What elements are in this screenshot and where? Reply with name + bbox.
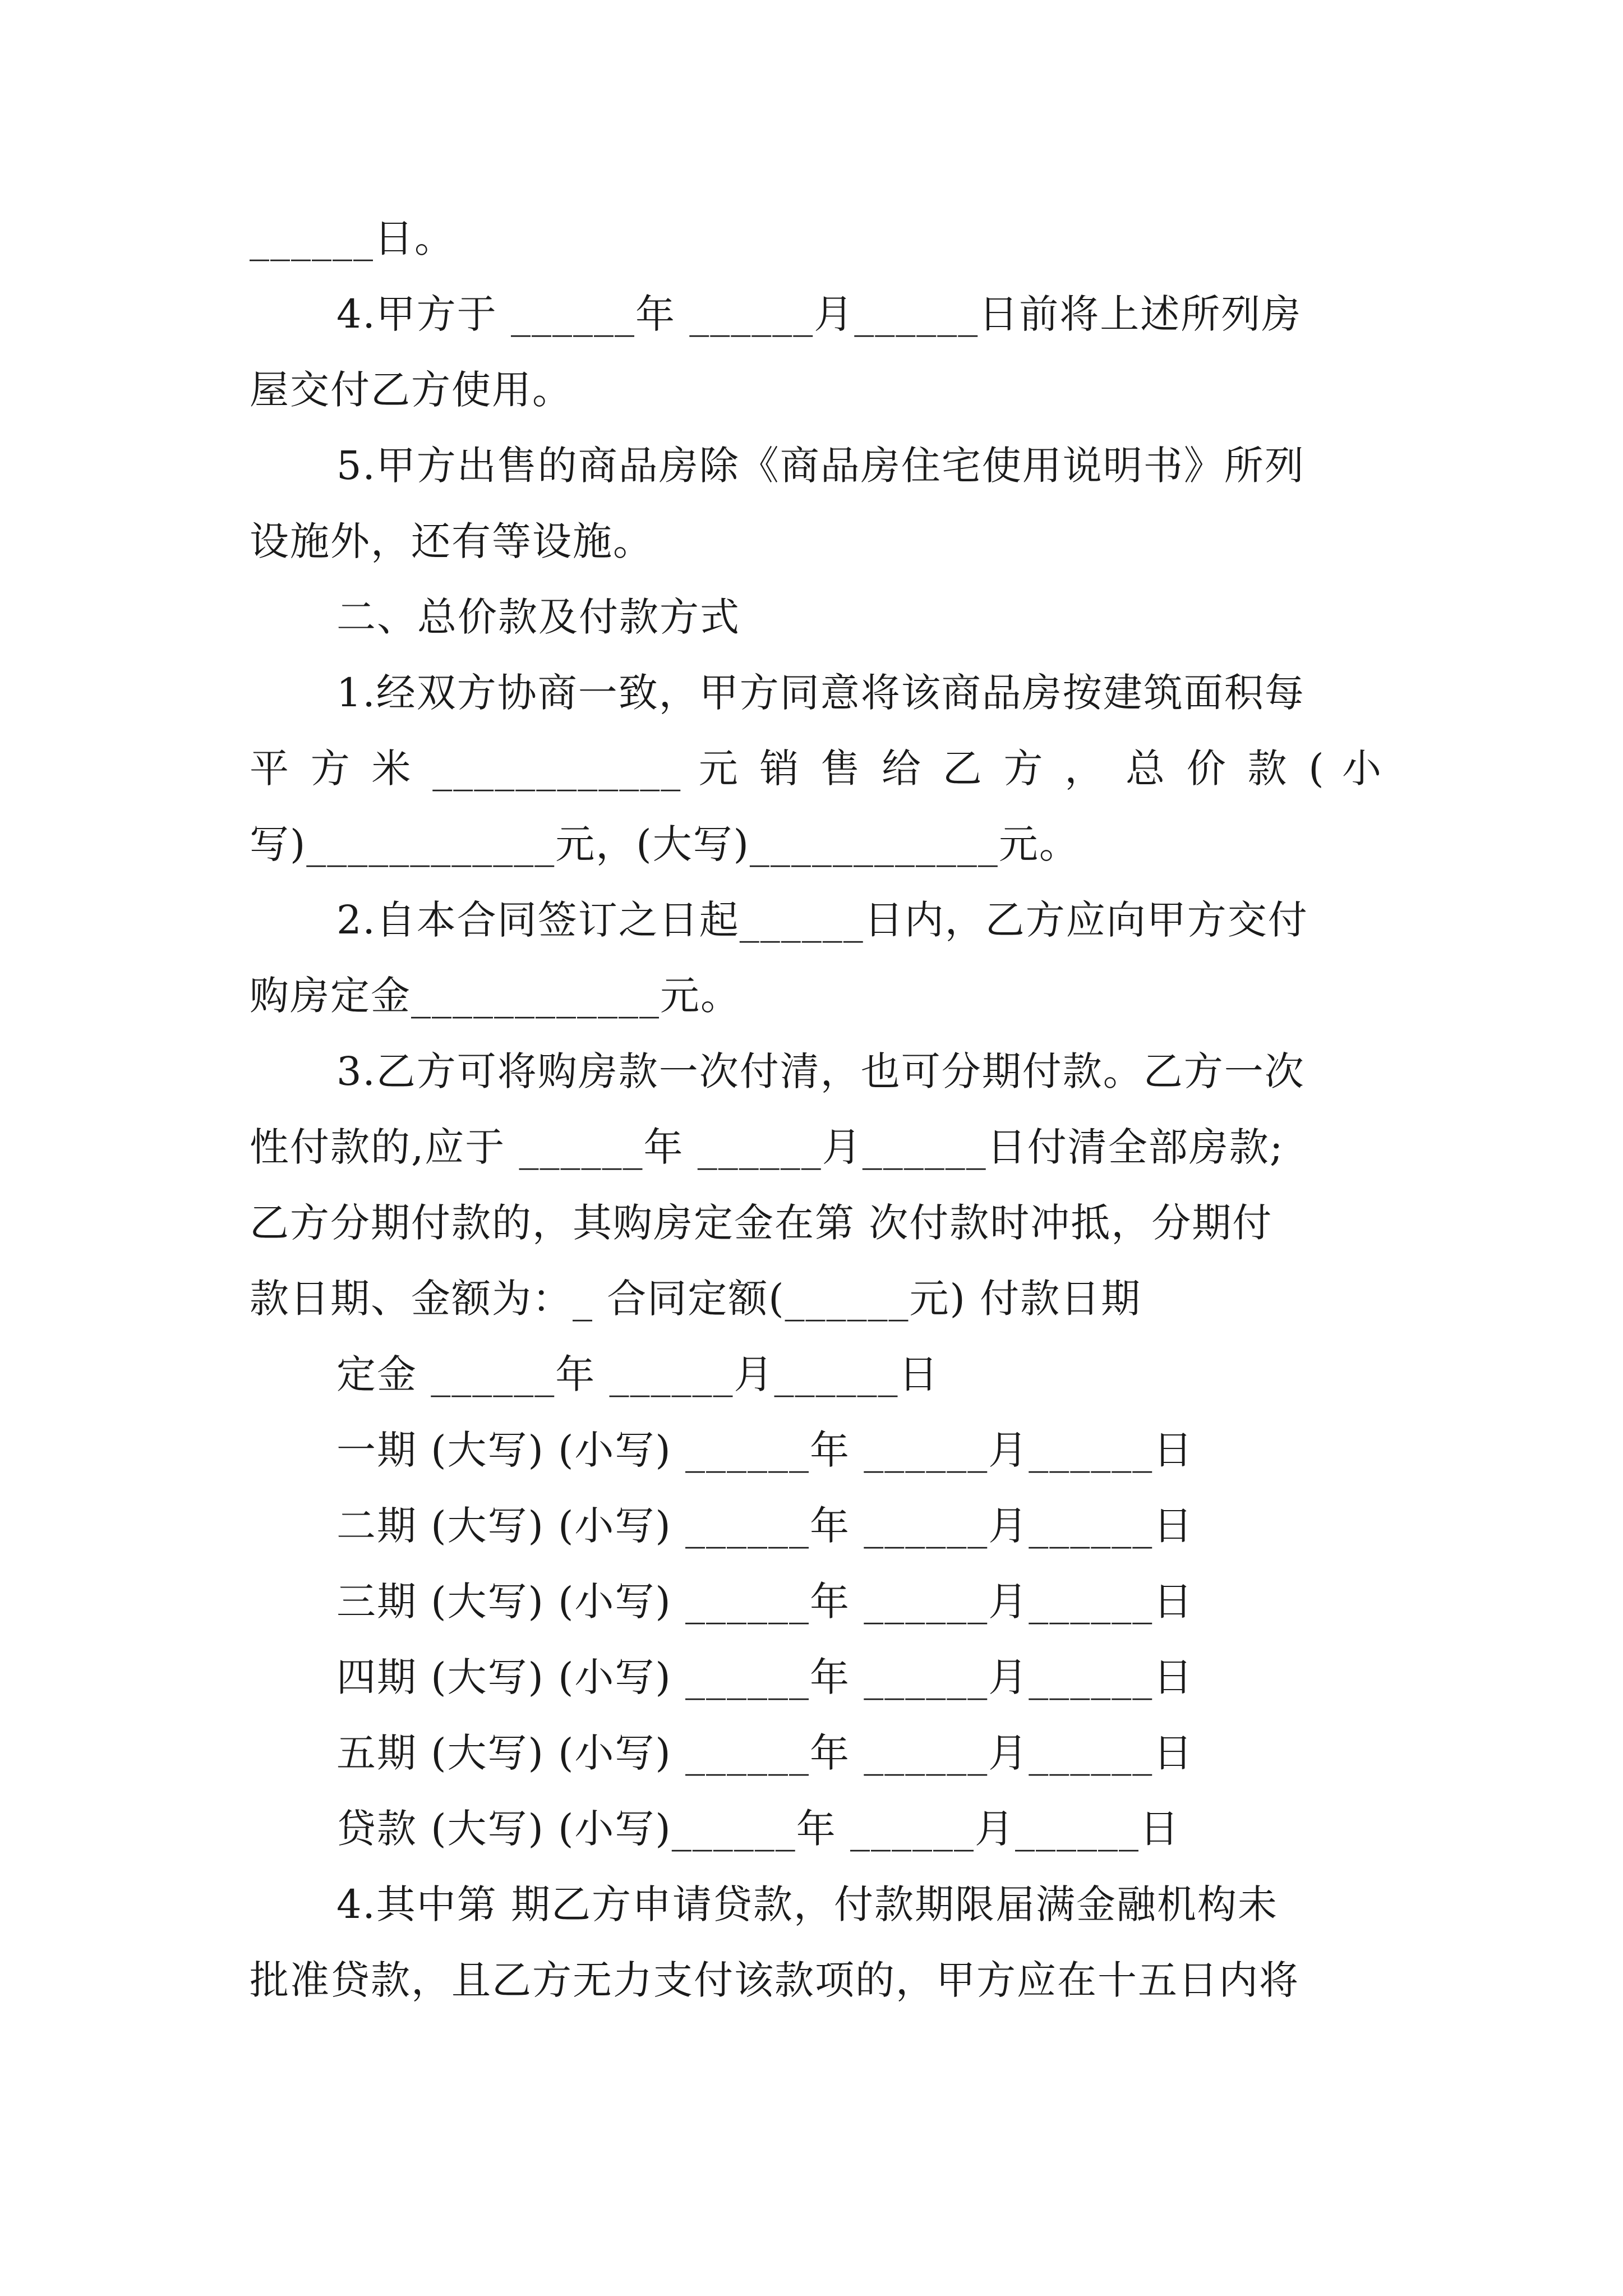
schedule-row-1: 一期 (大写) (小写) ______年 ______月______日 <box>336 1427 1194 1473</box>
schedule-row-3: 三期 (大写) (小写) ______年 ______月______日 <box>336 1579 1194 1625</box>
text-line-15: 款日期、金额为：_ 合同定额(______元) 付款日期 <box>250 1276 1142 1322</box>
text-line-8: 平 方 米 ____________ 元 销 售 给 乙 方 ， 总 价 款 ( 小 <box>250 746 1382 792</box>
schedule-row-5: 五期 (大写) (小写) ______年 ______月______日 <box>336 1730 1194 1776</box>
text-line-14: 乙方分期付款的，其购房定金在第 次付款时冲抵，分期付 <box>250 1200 1273 1246</box>
schedule-row-2: 二期 (大写) (小写) ______年 ______月______日 <box>336 1503 1194 1549</box>
text-line-3: 屋交付乙方使用。 <box>250 367 573 413</box>
text-line-5: 设施外，还有等设施。 <box>250 518 653 564</box>
schedule-row-loan: 贷款 (大写) (小写)______年 ______月______日 <box>336 1806 1180 1852</box>
text-line-12: 3.乙方可将购房款一次付清，也可分期付款。乙方一次 <box>336 1048 1305 1094</box>
text-line-23: 4.其中第 期乙方申请贷款，付款期限届满金融机构未 <box>336 1881 1279 1927</box>
section-heading: 二、总价款及付款方式 <box>336 594 740 640</box>
text-line-1: ______日。 <box>250 215 455 261</box>
text-line-9: 写)____________元，(大写)____________元。 <box>250 821 1080 867</box>
text-line-7: 1.经双方协商一致，甲方同意将该商品房按建筑面积每 <box>336 670 1305 716</box>
schedule-row-deposit: 定金 ______年 ______月______日 <box>336 1351 939 1397</box>
text-line-4: 5.甲方出售的商品房除《商品房住宅使用说明书》所列 <box>336 443 1305 489</box>
text-line-24: 批准贷款，且乙方无力支付该款项的，甲方应在十五日内将 <box>250 1957 1299 2003</box>
text-line-10: 2.自本合同签订之日起______日内，乙方应向甲方交付 <box>336 897 1308 943</box>
text-line-13: 性付款的,应于 ______年 ______月______日付清全部房款; <box>250 1124 1284 1170</box>
text-line-2: 4.甲方于 ______年 ______月______日前将上述所列房 <box>336 291 1302 337</box>
text-line-11: 购房定金____________元。 <box>250 973 741 1019</box>
schedule-row-4: 四期 (大写) (小写) ______年 ______月______日 <box>336 1654 1194 1700</box>
